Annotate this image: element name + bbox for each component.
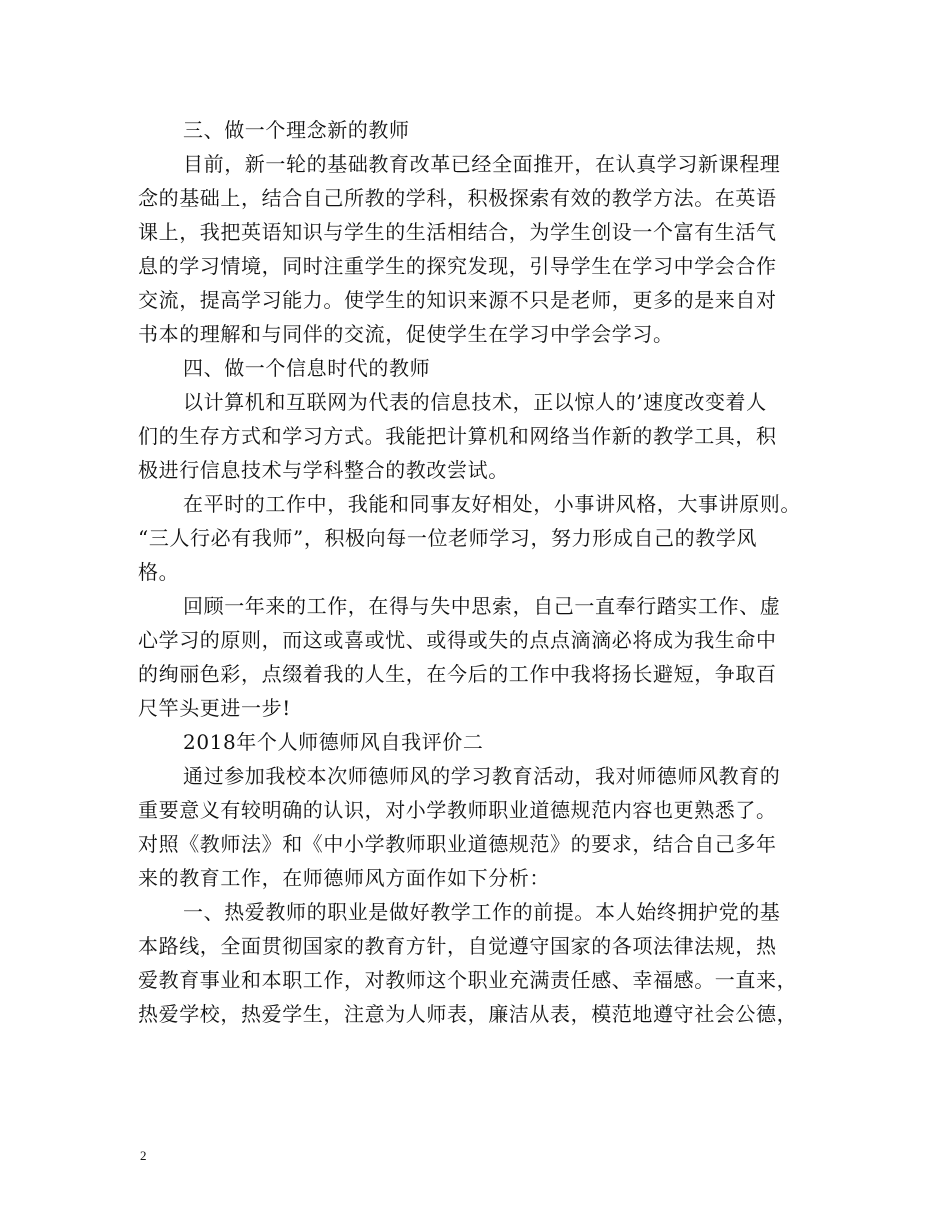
page-number: 2 <box>140 1148 147 1163</box>
text-line: 念的基础上，结合自己所教的学科，积极探索有效的教学方法。在英语 <box>138 186 777 210</box>
text-line: 格。 <box>138 560 180 584</box>
text-line: 书本的理解和与同伴的交流，促使学生在学习中学会学习。 <box>138 322 674 346</box>
text-line: 重要意义有较明确的认识，对小学教师职业道德规范内容也更熟悉了。 <box>138 798 777 822</box>
text-line: 课上，我把英语知识与学生的生活相结合，为学生创设一个富有生活气 <box>138 220 777 244</box>
text-line: 交流，提高学习能力。使学生的知识来源不只是老师，更多的是来自对 <box>138 288 777 312</box>
text-line: 尺竿头更进一步! <box>138 696 291 720</box>
text-line: 爱教育事业和本职工作，对教师这个职业充满责任感、幸福感。一直来， <box>138 968 798 992</box>
text-line: 的绚丽色彩，点缀着我的人生，在今后的工作中我将扬长避短，争取百 <box>138 662 777 686</box>
text-line: 通过参加我校本次师德师风的学习教育活动，我对师德师风教育的 <box>183 764 781 788</box>
text-line: 以计算机和互联网为代表的信息技术，正以惊人的’速度改变着人 <box>183 390 767 414</box>
text-line: 在平时的工作中，我能和同事友好相处，小事讲风格，大事讲原则。 <box>183 492 801 516</box>
text-line: 目前，新一轮的基础教育改革已经全面推开，在认真学习新课程理 <box>183 152 781 176</box>
text-line: 对照《教师法》和《中小学教师职业道德规范》的要求，结合自己多年 <box>138 832 777 856</box>
text-line: 本路线，全面贯彻国家的教育方针，自觉遵守国家的各项法律法规，热 <box>138 934 777 958</box>
text-line: 四、做一个信息时代的教师 <box>183 356 431 380</box>
text-line: 息的学习情境，同时注重学生的探究发现，引导学生在学习中学会合作 <box>138 254 777 278</box>
text-line: “三人行必有我师”，积极向每一位老师学习，努力形成自己的教学风 <box>138 526 758 550</box>
text-line: 一、热爱教师的职业是做好教学工作的前提。本人始终拥护党的基 <box>183 900 781 924</box>
text-line: 2018年个人师德师风自我评价二 <box>183 730 484 754</box>
text-line: 三、做一个理念新的教师 <box>183 118 410 142</box>
text-line: 们的生存方式和学习方式。我能把计算机和网络当作新的教学工具，积 <box>138 424 777 448</box>
text-line: 极进行信息技术与学科整合的教改尝试。 <box>138 458 509 482</box>
document-body <box>138 113 813 1031</box>
text-line: 热爱学校，热爱学生，注意为人师表，廉洁从表，模范地遵守社会公德， <box>138 1002 798 1026</box>
text-line: 心学习的原则，而这或喜或忧、或得或失的点点滴滴必将成为我生命中 <box>138 628 777 652</box>
text-line: 来的教育工作，在师德师风方面作如下分析： <box>138 866 550 890</box>
text-line: 回顾一年来的工作，在得与失中思索，自己一直奉行踏实工作、虚 <box>183 594 781 618</box>
